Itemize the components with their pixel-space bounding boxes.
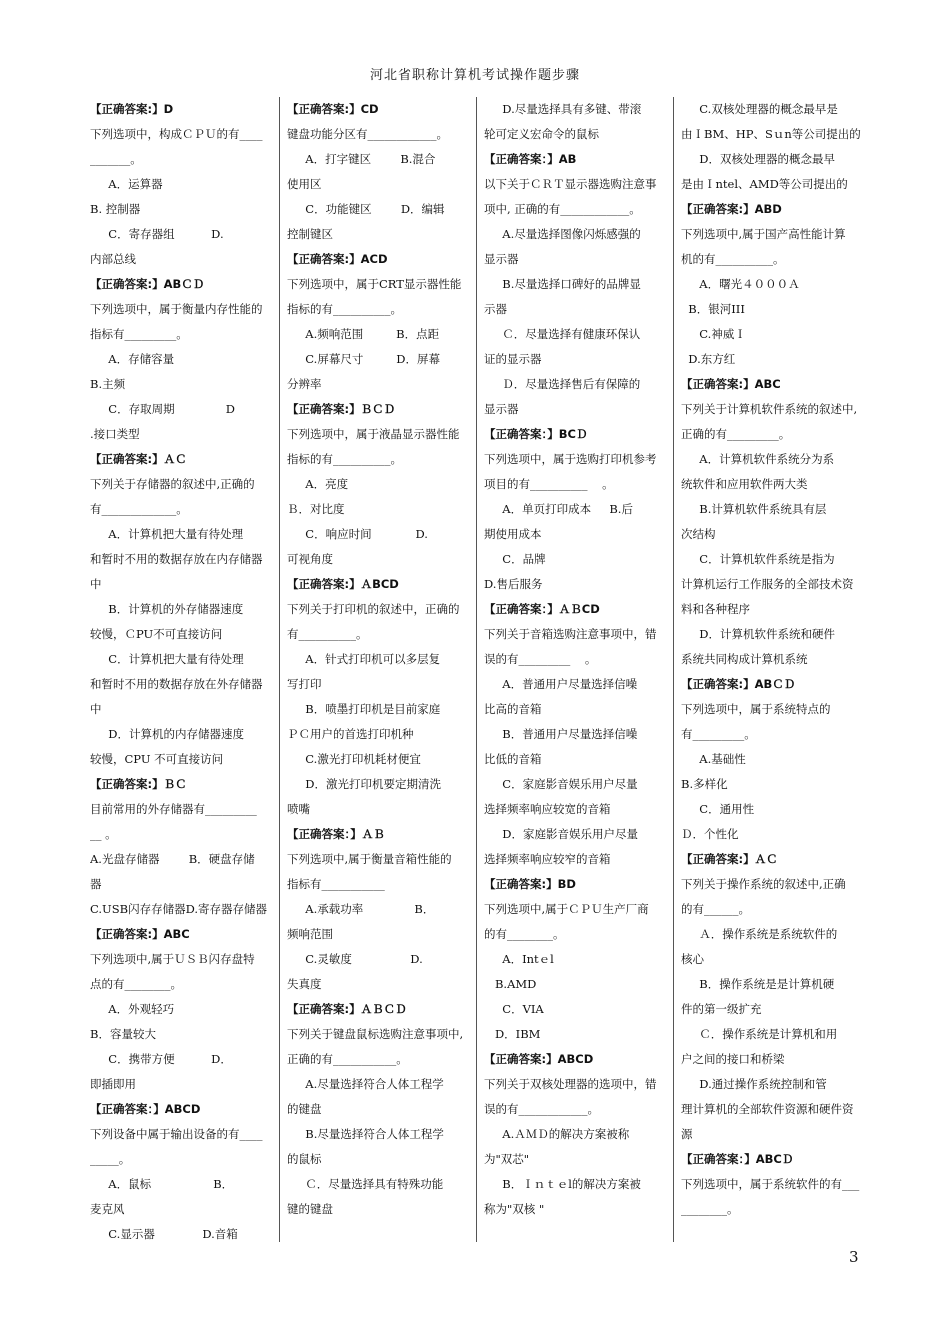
text-line: 分辨率 (287, 377, 322, 391)
text-line: A．曙光４０００Ａ (681, 277, 800, 291)
text-line: 下列选项中，属于液晶显示器性能 (287, 427, 460, 441)
text-line: B．普通用户尽量选择信噪 (484, 727, 638, 741)
text-line: Ｃ．操作系统是计算机和用 (681, 1027, 838, 1041)
text-line: 的鼠标 (287, 1152, 322, 1166)
text-line: 下列关于打印机的叙述中，正确的 (287, 602, 460, 616)
text-line: C．计算机软件系统是指为 (681, 552, 835, 566)
answer-label: 【正确答案:】ＡＢＣＤ (287, 1002, 407, 1016)
text-line: 下列选项中,属于国产高性能计算 (681, 227, 846, 241)
text-line: 和暂时不用的数据存放在外存储器 (90, 677, 263, 691)
text-line: 计算机运行工作服务的全部技术资 (681, 577, 854, 591)
text-line: ＰＣ用户的首选打印机种 (287, 727, 414, 741)
text-line: A．鼠标 B． (90, 1177, 234, 1191)
text-line: B．容量较大 (90, 1027, 156, 1041)
text-line: 次结构 (681, 527, 716, 541)
text-line: C．VIA (484, 1002, 544, 1016)
answer-label: 【正确答案:】ACD (287, 252, 388, 266)
text-line: B.尽量选择符合人体工程学 (287, 1127, 444, 1141)
text-line: A．运算器 (90, 177, 163, 191)
text-line: 目前常用的外存储器有_________ (90, 802, 257, 816)
text-line: 使用区 (287, 177, 322, 191)
text-line: 内部总线 (90, 252, 136, 266)
text-line: 是由Ｉntel、AMD等公司提出的 (681, 177, 848, 191)
text-line: A.尽量选择符合人体工程学 (287, 1077, 444, 1091)
answer-label: 【正确答案：】ＡＢ (287, 827, 385, 841)
text-line: 轮可定义宏命令的鼠标 (484, 127, 599, 141)
text-line: 下列选项中，属于系统特点的 (681, 702, 831, 716)
text-line: 下列关于音箱选购注意事项中，错 (484, 627, 657, 641)
text-line: 指标有_________。 (90, 327, 188, 341)
text-line: 下列设备中属于输出设备的有____ (90, 1127, 263, 1141)
column-divider (673, 97, 674, 1242)
text-line: 下列选项中，构成ＣＰＵ的有____ (90, 127, 263, 141)
text-line: C.神威Ｉ (681, 327, 746, 341)
text-line: D．计算机的内存储器速度 (90, 727, 244, 741)
text-line: B．Ｉｎｔｅl的解决方案被 (484, 1177, 641, 1191)
text-line: B．操作系统是是计算机硬 (681, 977, 835, 991)
text-line: B.主频 (90, 377, 126, 391)
text-line: Ｂ．对比度 (287, 502, 345, 516)
text-line: B．银河III (681, 302, 745, 316)
answer-label: 【正确答案:】ABＣＤ (90, 277, 205, 291)
answer-label: 【正确答案:】ＢＣ (90, 777, 187, 791)
text-line: 控制键区 (287, 227, 333, 241)
answer-label: 【正确答案:】ABD (681, 202, 782, 216)
answer-label: 【正确答案:】CD (287, 102, 379, 116)
text-column-2 (287, 97, 471, 1222)
text-line: B．计算机的外存储器速度 (90, 602, 244, 616)
answer-label: 【正确答案:】ＡＣ (681, 852, 778, 866)
page-number: 3 (849, 1248, 859, 1266)
answer-label: 【正确答案：】AB (484, 152, 577, 166)
text-line: 下列选项中,属于ＵＳＢ闪存盘特 (90, 952, 255, 966)
text-line: 点的有________。 (90, 977, 182, 991)
text-line: 选择频率响应较宽的音箱 (484, 802, 611, 816)
text-line: 下列关于双核处理器的选项中，错 (484, 1077, 657, 1091)
text-line: 称为"双核 " (484, 1202, 545, 1216)
text-line: C．携带方便 D． (90, 1052, 232, 1066)
text-line: A.频响范围 B．点距 (287, 327, 440, 341)
text-line: 项目的有__________ 。 (484, 477, 614, 491)
text-line: A．单页打印成本 B.后 (484, 502, 633, 516)
text-line: 下列关于键盘鼠标选购注意事项中, (287, 1027, 464, 1041)
text-line: 核心 (681, 952, 704, 966)
text-line: 的有________。 (484, 927, 565, 941)
text-line: C．通用性 (681, 802, 755, 816)
text-line: 由ＩBM、HP、Sｕn等公司提出的 (681, 127, 861, 141)
answer-label: 【正确答案:】ＡＣ (90, 452, 187, 466)
text-line: 喷嘴 (287, 802, 310, 816)
text-line: A.承载功率 B． (287, 902, 435, 916)
text-line: A．打字键区 B.混合 (287, 152, 436, 166)
answer-label: 【正确答案:】ABＣＤ (681, 677, 796, 691)
text-line: 为"双芯" (484, 1152, 530, 1166)
text-line: A．计算机把大量有待处理 (90, 527, 244, 541)
text-line: C．响应时间 D. (287, 527, 428, 541)
text-line: C.双核处理器的概念最早是 (681, 102, 838, 116)
column-divider (476, 97, 477, 1242)
text-line: Ｃ．尽量选择有健康环保认 (484, 327, 641, 341)
text-line: 的键盘 (287, 1102, 322, 1116)
text-line: D．激光打印机要定期清洗 (287, 777, 441, 791)
text-line: C.屏幕尺寸 D．屏幕 (287, 352, 440, 366)
text-line: A．亮度 (287, 477, 349, 491)
text-line: 下列选项中,属于ＣＰＵ生产厂商 (484, 902, 649, 916)
text-line: D.东方红 (681, 352, 736, 366)
text-line: D.售后服务 (484, 577, 543, 591)
text-line: A.光盘存储器 B．硬盘存储 (90, 852, 255, 866)
text-line: 的有______。 (681, 902, 750, 916)
text-line: C.激光打印机耗材便宜 (287, 752, 421, 766)
text-column-3 (484, 97, 668, 1222)
text-line: 指标的有__________。 (287, 302, 402, 316)
text-line: D．双核处理器的概念最早 (681, 152, 835, 166)
text-line: ________。 (681, 1202, 739, 1216)
text-line: D.尽量选择具有多键、带滚 (484, 102, 642, 116)
answer-label: 【正确答案:】ABC (681, 377, 781, 391)
text-line: 键的键盘 (287, 1202, 333, 1216)
text-line: 显示器 (484, 402, 519, 416)
text-line: 麦克风 (90, 1202, 125, 1216)
text-line: __ 。 (90, 827, 117, 841)
text-line: .接口类型 (90, 427, 140, 441)
text-line: 有__________。 (287, 627, 368, 641)
text-line: 写打印 (287, 677, 322, 691)
text-line: _____。 (90, 1152, 131, 1166)
text-line: 指标有___________ (287, 877, 385, 891)
answer-label: 【正确答案:】D (90, 102, 174, 116)
text-line: C.灵敏度 D. (287, 952, 423, 966)
text-line: 正确的有___________。 (287, 1052, 408, 1066)
text-line: 较慢，ＣPU不可直接访问 (90, 627, 223, 641)
text-line: D．计算机软件系统和硬件 (681, 627, 835, 641)
text-line: 下列选项中，属于CRT显示器性能 (287, 277, 462, 291)
text-line: D．IBM (484, 1027, 541, 1041)
text-line: 证的显示器 (484, 352, 542, 366)
answer-label: 【正确答案:】ＢＣＤ (287, 402, 396, 416)
text-line: 源 (681, 1127, 693, 1141)
text-line: 机的有__________。 (681, 252, 785, 266)
text-line: 正确的有_________。 (681, 427, 791, 441)
text-line: Ａ．操作系统是系统软件的 (681, 927, 838, 941)
text-line: 有_____________。 (90, 502, 188, 516)
answer-label: 【正确答案：】ABCＤ (681, 1152, 794, 1166)
text-line: B.计算机软件系统具有层 (681, 502, 827, 516)
answer-label: 【正确答案：】BCＤ (484, 427, 588, 441)
page-title: 河北省职称计算机考试操作题步骤 (369, 68, 580, 83)
text-line: A．外观轻巧 (90, 1002, 175, 1016)
text-line: 中 (90, 577, 102, 591)
text-line: A．Intｅl (484, 952, 554, 966)
text-line: 即插即用 (90, 1077, 136, 1091)
text-line: A．存储容量 (90, 352, 175, 366)
text-line: 下列选项中，属于选购打印机参考 (484, 452, 657, 466)
answer-label: 【正确答案:】ABC (90, 927, 190, 941)
text-column-4 (681, 97, 865, 1222)
text-line: A．普通用户尽量选择信噪 (484, 677, 638, 691)
text-line: 下列选项中,属于衡量音箱性能的 (287, 852, 452, 866)
text-line: 键盘功能分区有____________。 (287, 127, 448, 141)
column-divider (279, 97, 280, 1242)
text-line: B.多样化 (681, 777, 728, 791)
text-line: 项中, 正确的有____________。 (484, 202, 641, 216)
text-line: 户之间的接口和桥梁 (681, 1052, 785, 1066)
text-line: 误的有_________ 。 (484, 652, 597, 666)
text-line: 统软件和应用软件两大类 (681, 477, 808, 491)
text-line: Ｄ．个性化 (681, 827, 739, 841)
text-line: C.显示器 D.音箱 (90, 1227, 238, 1241)
text-line: 以下关于ＣＲＴ显示器选购注意事 (484, 177, 657, 191)
text-line: 下列选项中，属于系统软件的有___ (681, 1177, 860, 1191)
text-line: B. 控制器 (90, 202, 141, 216)
text-line: 频响范围 (287, 927, 333, 941)
text-line: 选择频率响应较窄的音箱 (484, 852, 611, 866)
text-line: C．家庭影音娱乐用户尽量 (484, 777, 638, 791)
text-line: D.通过操作系统控制和管 (681, 1077, 827, 1091)
text-line: 下列关于操作系统的叙述中,正确 (681, 877, 846, 891)
text-line: 较慢，CPU 不可直接访问 (90, 752, 224, 766)
text-line: C．计算机把大量有待处理 (90, 652, 244, 666)
text-line: 理计算机的全部软件资源和硬件资 (681, 1102, 854, 1116)
text-line: B．喷墨打印机是目前家庭 (287, 702, 441, 716)
text-line: 器 (90, 877, 102, 891)
text-line: 期使用成本 (484, 527, 542, 541)
answer-label: 【正确答案:】ABCD (484, 1052, 594, 1066)
text-line: 比高的音箱 (484, 702, 542, 716)
answer-label: 【正确答案:】BD (484, 877, 576, 891)
text-line: 指标的有__________。 (287, 452, 402, 466)
text-line: 失真度 (287, 977, 322, 991)
text-line: C．品牌 (484, 552, 546, 566)
answer-label: 【正确答案：】ABCD (90, 1102, 201, 1116)
text-line: 误的有____________。 (484, 1102, 599, 1116)
text-line: 料和各种程序 (681, 602, 750, 616)
text-line: Ｃ．尽量选择具有特殊功能 (287, 1177, 444, 1191)
text-line: 件的第一级扩充 (681, 1002, 762, 1016)
text-line: C.USB闪存存储器D.寄存器存储器 (90, 902, 268, 916)
text-line: C．功能键区 D．编辑 (287, 202, 445, 216)
text-line: 中 (90, 702, 102, 716)
text-line: 比低的音箱 (484, 752, 542, 766)
text-line: A.ＡＭＤ的解决方案被称 (484, 1127, 630, 1141)
text-line: 和暂时不用的数据存放在内存储器 (90, 552, 263, 566)
text-line: 可视角度 (287, 552, 333, 566)
text-line: A．针式打印机可以多层复 (287, 652, 441, 666)
text-column-1 (90, 97, 274, 1247)
text-line: B.AMD (484, 977, 537, 991)
text-line: 系统共同构成计算机系统 (681, 652, 808, 666)
text-line: D．家庭影音娱乐用户尽量 (484, 827, 638, 841)
text-line: C．寄存器组 D. (90, 227, 224, 241)
text-line: 示器 (484, 302, 507, 316)
text-line: 下列关于存储器的叙述中,正确的 (90, 477, 255, 491)
answer-label: 【正确答案:】ＡBCD (287, 577, 399, 591)
text-line: 下列选项中，属于衡量内存性能的 (90, 302, 263, 316)
text-line: 有_________。 (681, 727, 756, 741)
text-line: 显示器 (484, 252, 519, 266)
answer-label: 【正确答案：】ＡＢCD (484, 602, 600, 616)
text-line: B.尽量选择口碑好的品牌显 (484, 277, 641, 291)
text-line: A.基础性 (681, 752, 746, 766)
text-line: A．计算机软件系统分为系 (681, 452, 835, 466)
text-line: A.尽量选择图像闪烁感强的 (484, 227, 641, 241)
text-line: Ｄ．尽量选择售后有保障的 (484, 377, 641, 391)
text-line: C．存取周期 D (90, 402, 235, 416)
text-line: 下列关于计算机软件系统的叙述中, (681, 402, 858, 416)
text-line: _______。 (90, 152, 142, 166)
